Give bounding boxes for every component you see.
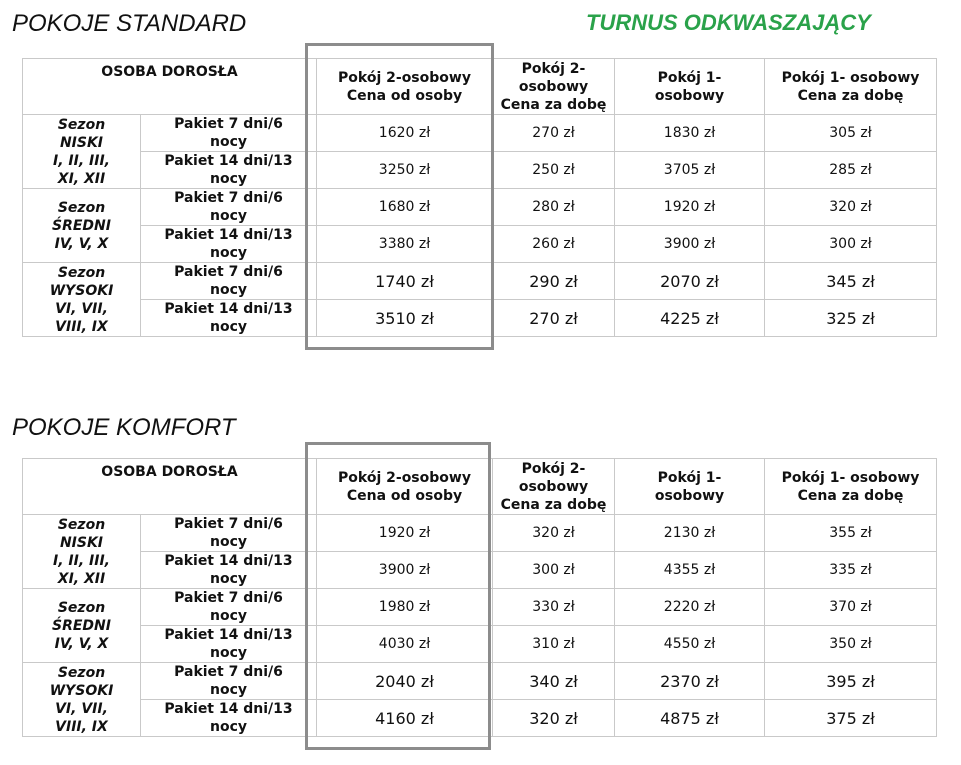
- price-cell: 330 zł: [493, 589, 615, 626]
- price-cell: 325 zł: [765, 300, 937, 337]
- season-niski: Sezon NISKI I, II, III, XI, XII: [23, 515, 141, 589]
- header-col2: Pokój 2- osobowy Cena za dobę: [493, 59, 615, 115]
- table-row: [23, 700, 937, 737]
- package-7: Pakiet 7 dni/6 nocy: [141, 263, 317, 300]
- package-14: Pakiet 14 dni/13 nocy: [141, 552, 317, 589]
- header-adult: OSOBA DOROSŁA: [23, 59, 317, 115]
- table-row: [23, 115, 937, 152]
- price-cell: 3380 zł: [317, 226, 493, 263]
- table-row: [23, 589, 937, 626]
- standard-section-title: POKOJE STANDARD: [12, 10, 247, 37]
- package-7: Pakiet 7 dni/6 nocy: [141, 515, 317, 552]
- komfort-section-title: POKOJE KOMFORT: [12, 414, 236, 441]
- package-14: Pakiet 14 dni/13 nocy: [141, 152, 317, 189]
- package-14: Pakiet 14 dni/13 nocy: [141, 226, 317, 263]
- price-cell: 4225 zł: [615, 300, 765, 337]
- header-col2: Pokój 2- osobowy Cena za dobę: [493, 459, 615, 515]
- price-cell: 4355 zł: [615, 552, 765, 589]
- price-cell: 3900 zł: [317, 552, 493, 589]
- season-wysoki: Sezon WYSOKI VI, VII, VIII, IX: [23, 263, 141, 337]
- price-cell: 3705 zł: [615, 152, 765, 189]
- header-adult: OSOBA DOROSŁA: [23, 459, 317, 515]
- price-cell: 2130 zł: [615, 515, 765, 552]
- price-cell: 1620 zł: [317, 115, 493, 152]
- header-col1: Pokój 2-osobowy Cena od osoby: [317, 59, 493, 115]
- turnus-label: TURNUS ODKWASZAJĄCY: [586, 10, 871, 35]
- package-7: Pakiet 7 dni/6 nocy: [141, 189, 317, 226]
- price-cell: 3510 zł: [317, 300, 493, 337]
- price-cell: 395 zł: [765, 663, 937, 700]
- price-cell: 2070 zł: [615, 263, 765, 300]
- price-cell: 4550 zł: [615, 626, 765, 663]
- price-cell: 335 zł: [765, 552, 937, 589]
- price-cell: 310 zł: [493, 626, 615, 663]
- header-col4: Pokój 1- osobowy Cena za dobę: [765, 459, 937, 515]
- season-wysoki: Sezon WYSOKI VI, VII, VIII, IX: [23, 663, 141, 737]
- price-cell: 270 zł: [493, 115, 615, 152]
- header-col4: Pokój 1- osobowy Cena za dobę: [765, 59, 937, 115]
- price-cell: 290 zł: [493, 263, 615, 300]
- price-cell: 2370 zł: [615, 663, 765, 700]
- price-cell: 375 zł: [765, 700, 937, 737]
- header-row: [23, 459, 937, 515]
- standard-price-table: [22, 58, 937, 337]
- header-col3: Pokój 1- osobowy: [615, 459, 765, 515]
- price-cell: 340 zł: [493, 663, 615, 700]
- price-cell: 320 zł: [493, 700, 615, 737]
- price-cell: 350 zł: [765, 626, 937, 663]
- price-cell: 1680 zł: [317, 189, 493, 226]
- table-row: [23, 263, 937, 300]
- price-cell: 2040 zł: [317, 663, 493, 700]
- package-14: Pakiet 14 dni/13 nocy: [141, 700, 317, 737]
- table-row: [23, 626, 937, 663]
- price-cell: 2220 zł: [615, 589, 765, 626]
- package-7: Pakiet 7 dni/6 nocy: [141, 663, 317, 700]
- price-cell: 3250 zł: [317, 152, 493, 189]
- price-cell: 250 zł: [493, 152, 615, 189]
- price-cell: 1980 zł: [317, 589, 493, 626]
- table-row: [23, 552, 937, 589]
- price-cell: 280 zł: [493, 189, 615, 226]
- komfort-price-table: [22, 458, 937, 737]
- package-14: Pakiet 14 dni/13 nocy: [141, 300, 317, 337]
- table-row: [23, 663, 937, 700]
- price-cell: 355 zł: [765, 515, 937, 552]
- price-cell: 260 zł: [493, 226, 615, 263]
- package-14: Pakiet 14 dni/13 nocy: [141, 626, 317, 663]
- price-cell: 300 zł: [493, 552, 615, 589]
- price-cell: 320 zł: [493, 515, 615, 552]
- header-col3: Pokój 1- osobowy: [615, 59, 765, 115]
- price-cell: 270 zł: [493, 300, 615, 337]
- package-7: Pakiet 7 dni/6 nocy: [141, 115, 317, 152]
- price-cell: 4160 zł: [317, 700, 493, 737]
- header-col1: Pokój 2-osobowy Cena od osoby: [317, 459, 493, 515]
- price-cell: 1920 zł: [317, 515, 493, 552]
- season-sredni: Sezon ŚREDNI IV, V, X: [23, 189, 141, 263]
- price-cell: 3900 zł: [615, 226, 765, 263]
- table-row: [23, 189, 937, 226]
- package-7: Pakiet 7 dni/6 nocy: [141, 589, 317, 626]
- table-row: [23, 226, 937, 263]
- price-cell: 1830 zł: [615, 115, 765, 152]
- price-cell: 285 zł: [765, 152, 937, 189]
- price-cell: 345 zł: [765, 263, 937, 300]
- price-cell: 4030 zł: [317, 626, 493, 663]
- price-cell: 370 zł: [765, 589, 937, 626]
- season-sredni: Sezon ŚREDNI IV, V, X: [23, 589, 141, 663]
- price-cell: 320 zł: [765, 189, 937, 226]
- price-cell: 1920 zł: [615, 189, 765, 226]
- price-cell: 1740 zł: [317, 263, 493, 300]
- table-row: [23, 152, 937, 189]
- season-niski: Sezon NISKI I, II, III, XI, XII: [23, 115, 141, 189]
- table-row: [23, 300, 937, 337]
- header-row: [23, 59, 937, 115]
- price-cell: 300 zł: [765, 226, 937, 263]
- table-row: [23, 515, 937, 552]
- price-cell: 305 zł: [765, 115, 937, 152]
- price-cell: 4875 zł: [615, 700, 765, 737]
